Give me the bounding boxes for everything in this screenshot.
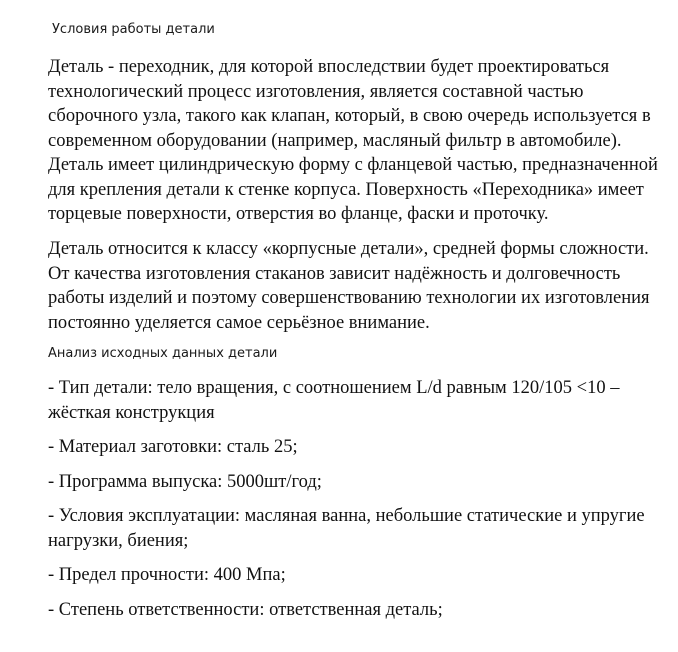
paragraph-classification <box>48 237 674 335</box>
paragraph-line: постоянно уделяется самое серьёзное внимание. <box>48 312 430 333</box>
paragraph-line: Деталь - переходник, для которой впоследствии будет проектироваться <box>48 57 610 77</box>
paragraph-line: работы изделий и поэтому совершенствованию технологии их изготовления <box>48 288 650 308</box>
paragraph-line: сборочного узла, такого как клапан, который, в свою очередь используется в <box>48 106 651 126</box>
list-item-line: - Программа выпуска: 5000шт/год; <box>48 471 322 492</box>
paragraph-description <box>48 55 674 227</box>
list-item-line: - Тип детали: тело вращения, с соотношением L/d равным 120/105 <10 – <box>48 378 620 398</box>
list-item-operating-conditions <box>48 504 674 553</box>
list-item-line: - Условия эксплуатации: масляная ванна, небольшие статические и упругие <box>48 506 645 526</box>
paragraph-line: Деталь относится к классу «корпусные детали», средней формы сложности. <box>48 239 649 259</box>
section-title-work-conditions: Условия работы детали <box>52 22 215 37</box>
paragraph-line: технологический процесс изготовления, является составной частью <box>48 81 584 102</box>
list-item-responsibility <box>48 598 674 623</box>
analysis-list <box>48 376 674 632</box>
list-item-material <box>48 435 674 460</box>
section-title-input-analysis: Анализ исходных данных детали <box>48 346 278 361</box>
list-item-line: нагрузки, биения; <box>48 530 189 551</box>
paragraph-line: торцевые поверхности, отверстия во фланце, фаски и проточку. <box>48 204 549 224</box>
list-item-strength-limit <box>48 563 674 588</box>
list-item-line: - Предел прочности: 400 Мпа; <box>48 565 286 585</box>
list-item-line: жёсткая конструкция <box>48 402 215 423</box>
paragraph-line: для крепления детали к стенке корпуса. Поверхность «Переходника» имеет <box>48 179 644 200</box>
paragraph-line: Деталь имеет цилиндрическую форму с фланцевой частью, предназначенной <box>48 155 658 175</box>
list-item-part-type <box>48 376 674 425</box>
paragraph-line: современном оборудовании (например, масляный фильтр в автомобиле). <box>48 130 622 151</box>
list-item-line: - Степень ответственности: ответственная деталь; <box>48 599 443 620</box>
paragraph-line: От качества изготовления стаканов зависит надёжность и долговечность <box>48 263 621 284</box>
list-item-production-program <box>48 470 674 495</box>
list-item-line: - Материал заготовки: сталь 25; <box>48 437 298 457</box>
